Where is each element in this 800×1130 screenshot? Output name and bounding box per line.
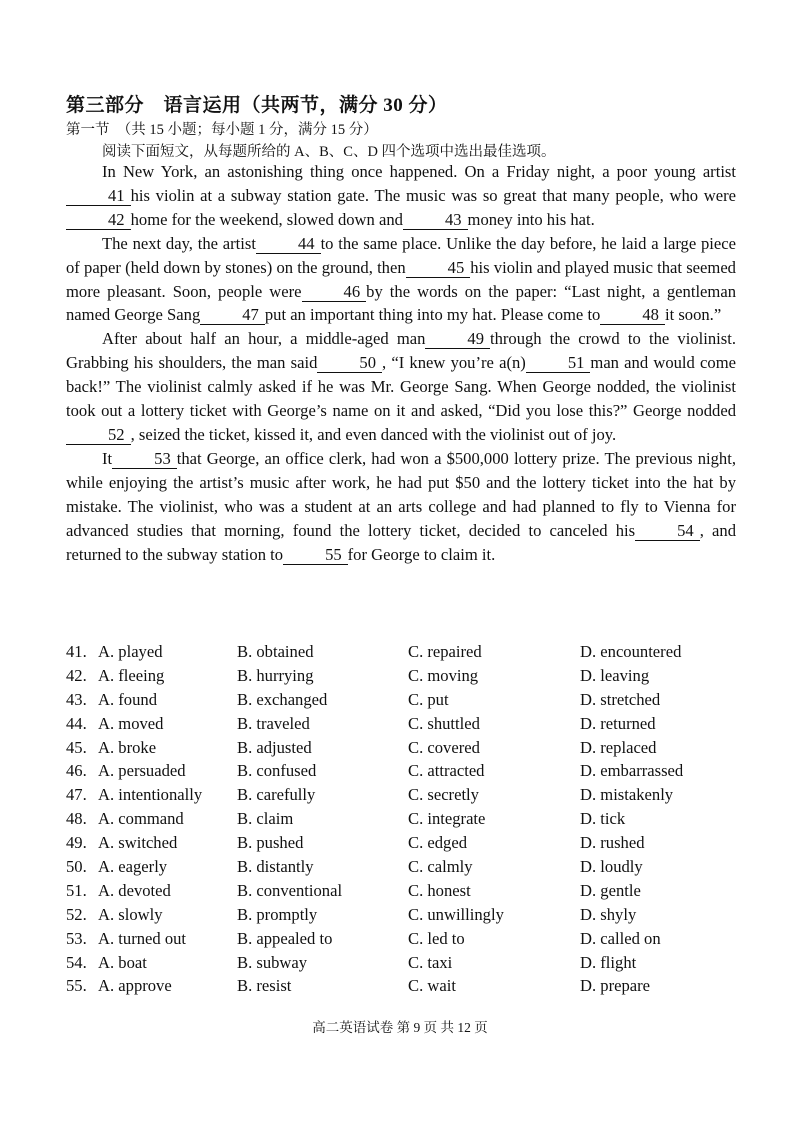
option-a: A. devoted: [98, 880, 171, 900]
passage-text: his violin and played music that seemed more pleasant. Soon, people were: [66, 257, 736, 301]
option-b: B. appealed to: [237, 928, 333, 948]
option-row: [66, 688, 746, 712]
blank-52: 52: [66, 426, 131, 445]
option-row: [66, 951, 746, 975]
passage-text: , seized the ticket, kissed it, and even danced with the violinist out of joy.: [130, 424, 617, 444]
option-b: B. pushed: [237, 833, 304, 853]
question-number: 50.: [66, 857, 87, 877]
option-a: A. persuaded: [98, 761, 186, 781]
option-c: C. wait: [408, 976, 456, 996]
question-number: 48.: [66, 809, 87, 829]
option-d: D. flight: [580, 952, 637, 972]
option-c: C. honest: [408, 880, 471, 900]
passage-text: money into his hat.: [467, 209, 595, 229]
blank-50: 50: [317, 354, 382, 373]
paragraph-1: [66, 160, 736, 232]
instructions: 阅读下面短文，从每题所给的 A、B、C、D 四个选项中选出最佳选项。: [102, 144, 556, 160]
option-b: B. adjusted: [237, 737, 312, 757]
option-c: C. moving: [408, 665, 479, 685]
option-a: A. boat: [98, 952, 147, 972]
passage-text: After about half an hour, a middle-aged man: [102, 329, 426, 349]
option-row: [66, 927, 746, 951]
blank-42: 42: [66, 211, 131, 230]
option-d: D. rushed: [580, 833, 645, 853]
question-number: 51.: [66, 880, 87, 900]
blank-45: 45: [406, 259, 471, 278]
question-number: 42.: [66, 665, 87, 685]
question-number: 46.: [66, 761, 87, 781]
passage-text: , and returned to the subway station to: [66, 520, 736, 564]
question-number: 55.: [66, 976, 87, 996]
option-d: D. tick: [580, 809, 626, 829]
blank-48: 48: [600, 306, 665, 325]
option-d: D. encountered: [580, 642, 682, 661]
passage-text: it soon.”: [664, 305, 722, 325]
option-row: [66, 807, 746, 831]
question-number: 45.: [66, 737, 87, 757]
passage-text: that George, an office clerk, had won a $500,000 lottery prize. The previous night, while enjoying the artist’s music after work, he had put $50 and the lottery ticket into the hat by mistake. The violinist, who was a student at an arts college and had planned to fly to Vienna for advanced studies that morning, found the lottery ticket, decided to canceled his: [66, 448, 736, 540]
option-row: [66, 736, 746, 760]
passage-text: his violin at a subway station gate. The music was so great that many people, who were: [130, 185, 736, 205]
passage-text: The next day, the artist: [102, 233, 256, 253]
option-c: C. led to: [408, 928, 465, 948]
question-number: 54.: [66, 952, 87, 972]
option-c: C. calmly: [408, 857, 473, 877]
option-b: B. hurrying: [237, 665, 314, 685]
passage-text: man and would come back!” The violinist calmly asked if he was Mr. George Sang. When George nodded, the violinist took out a lottery ticket with George’s name on it and asked, “Did you lose this?” George nodded: [66, 353, 736, 421]
passage-text: through the crowd to the violinist. Grabbing his shoulders, the man said: [66, 329, 736, 373]
option-a: A. fleeing: [98, 665, 165, 685]
passage-text: , “I knew you’re a(n): [381, 353, 526, 373]
option-d: D. loudly: [580, 857, 643, 877]
blank-46: 46: [302, 283, 367, 302]
option-c: C. edged: [408, 833, 467, 853]
option-row: [66, 831, 746, 855]
option-b: B. subway: [237, 952, 308, 972]
option-d: D. called on: [580, 928, 661, 948]
question-number: 49.: [66, 833, 87, 853]
option-b: B. conventional: [237, 880, 343, 900]
option-c: C. unwillingly: [408, 904, 504, 924]
blank-55: 55: [283, 546, 348, 565]
blank-47: 47: [200, 306, 265, 325]
paragraph-3: [66, 327, 736, 447]
page-footer: 高二英语试卷 第 9 页 共 12 页: [312, 1020, 488, 1035]
option-d: D. replaced: [580, 737, 657, 757]
option-d: D. mistakenly: [580, 785, 674, 805]
option-row: [66, 664, 746, 688]
option-a: A. broke: [98, 737, 157, 757]
option-a: A. switched: [98, 833, 178, 853]
option-a: A. approve: [98, 976, 172, 996]
blank-49: 49: [425, 330, 490, 349]
option-c: C. taxi: [408, 952, 453, 972]
paragraph-2: [66, 232, 736, 328]
blank-51: 51: [526, 354, 591, 373]
option-c: C. attracted: [408, 761, 485, 781]
option-b: B. claim: [237, 809, 294, 829]
option-d: D. embarrassed: [580, 761, 684, 781]
option-a: A. command: [98, 809, 184, 829]
question-number: 43.: [66, 689, 87, 709]
option-c: C. integrate: [408, 809, 486, 829]
option-c: C. repaired: [408, 642, 482, 661]
option-d: D. prepare: [580, 976, 651, 996]
option-b: B. carefully: [237, 785, 316, 805]
blank-53: 53: [112, 450, 177, 469]
paragraph-4: [66, 447, 736, 567]
question-number: 41.: [66, 642, 87, 661]
option-row: [66, 712, 746, 736]
option-a: A. played: [98, 642, 163, 661]
option-row: [66, 879, 746, 903]
passage-text: It: [102, 448, 113, 468]
option-d: D. shyly: [580, 904, 637, 924]
options-list: [66, 640, 746, 998]
blank-43: 43: [403, 211, 468, 230]
option-d: D. stretched: [580, 689, 661, 709]
passage-text: to the same place. Unlike the day before, he laid a large piece of paper (held down by stones) on the ground, then: [66, 233, 736, 277]
passage-text: for George to claim it.: [347, 544, 496, 564]
option-b: B. obtained: [237, 642, 314, 661]
question-number: 53.: [66, 928, 87, 948]
blank-41: 41: [66, 187, 131, 206]
question-number: 52.: [66, 904, 87, 924]
blank-54: 54: [635, 522, 700, 541]
option-c: C. shuttled: [408, 713, 480, 733]
option-d: D. returned: [580, 713, 656, 733]
option-a: A. eagerly: [98, 857, 168, 877]
passage-text: home for the weekend, slowed down and: [130, 209, 403, 229]
passage-text: put an important thing into my hat. Please come to: [264, 305, 601, 325]
option-b: B. traveled: [237, 713, 310, 733]
part-title: 第三部分 语言运用（共两节，满分 30 分）: [66, 95, 448, 116]
option-b: B. resist: [237, 976, 292, 996]
option-d: D. leaving: [580, 665, 650, 685]
option-a: A. intentionally: [98, 785, 203, 805]
option-b: B. promptly: [237, 904, 318, 924]
passage-text: by the words on the paper: “Last night, a gentleman named George Sang: [66, 281, 736, 325]
option-d: D. gentle: [580, 880, 641, 900]
option-row: [66, 974, 746, 998]
option-b: B. confused: [237, 761, 317, 781]
question-number: 44.: [66, 713, 87, 733]
option-row: [66, 903, 746, 927]
option-a: A. turned out: [98, 928, 187, 948]
option-a: A. moved: [98, 713, 164, 733]
cloze-passage: [66, 160, 736, 566]
option-a: A. found: [98, 689, 157, 709]
option-b: B. distantly: [237, 857, 314, 877]
option-row: [66, 759, 746, 783]
option-row: [66, 783, 746, 807]
option-b: B. exchanged: [237, 689, 328, 709]
blank-44: 44: [256, 235, 321, 254]
passage-text: In New York, an astonishing thing once happened. On a Friday night, a poor young artist: [102, 162, 736, 181]
option-row: [66, 855, 746, 879]
option-c: C. covered: [408, 737, 480, 757]
option-c: C. secretly: [408, 785, 479, 805]
section-heading: 第一节 （共 15 小题；每小题 1 分，满分 15 分）: [66, 122, 378, 138]
option-a: A. slowly: [98, 904, 163, 924]
option-row: [66, 640, 746, 664]
option-c: C. put: [408, 689, 449, 709]
question-number: 47.: [66, 785, 87, 805]
